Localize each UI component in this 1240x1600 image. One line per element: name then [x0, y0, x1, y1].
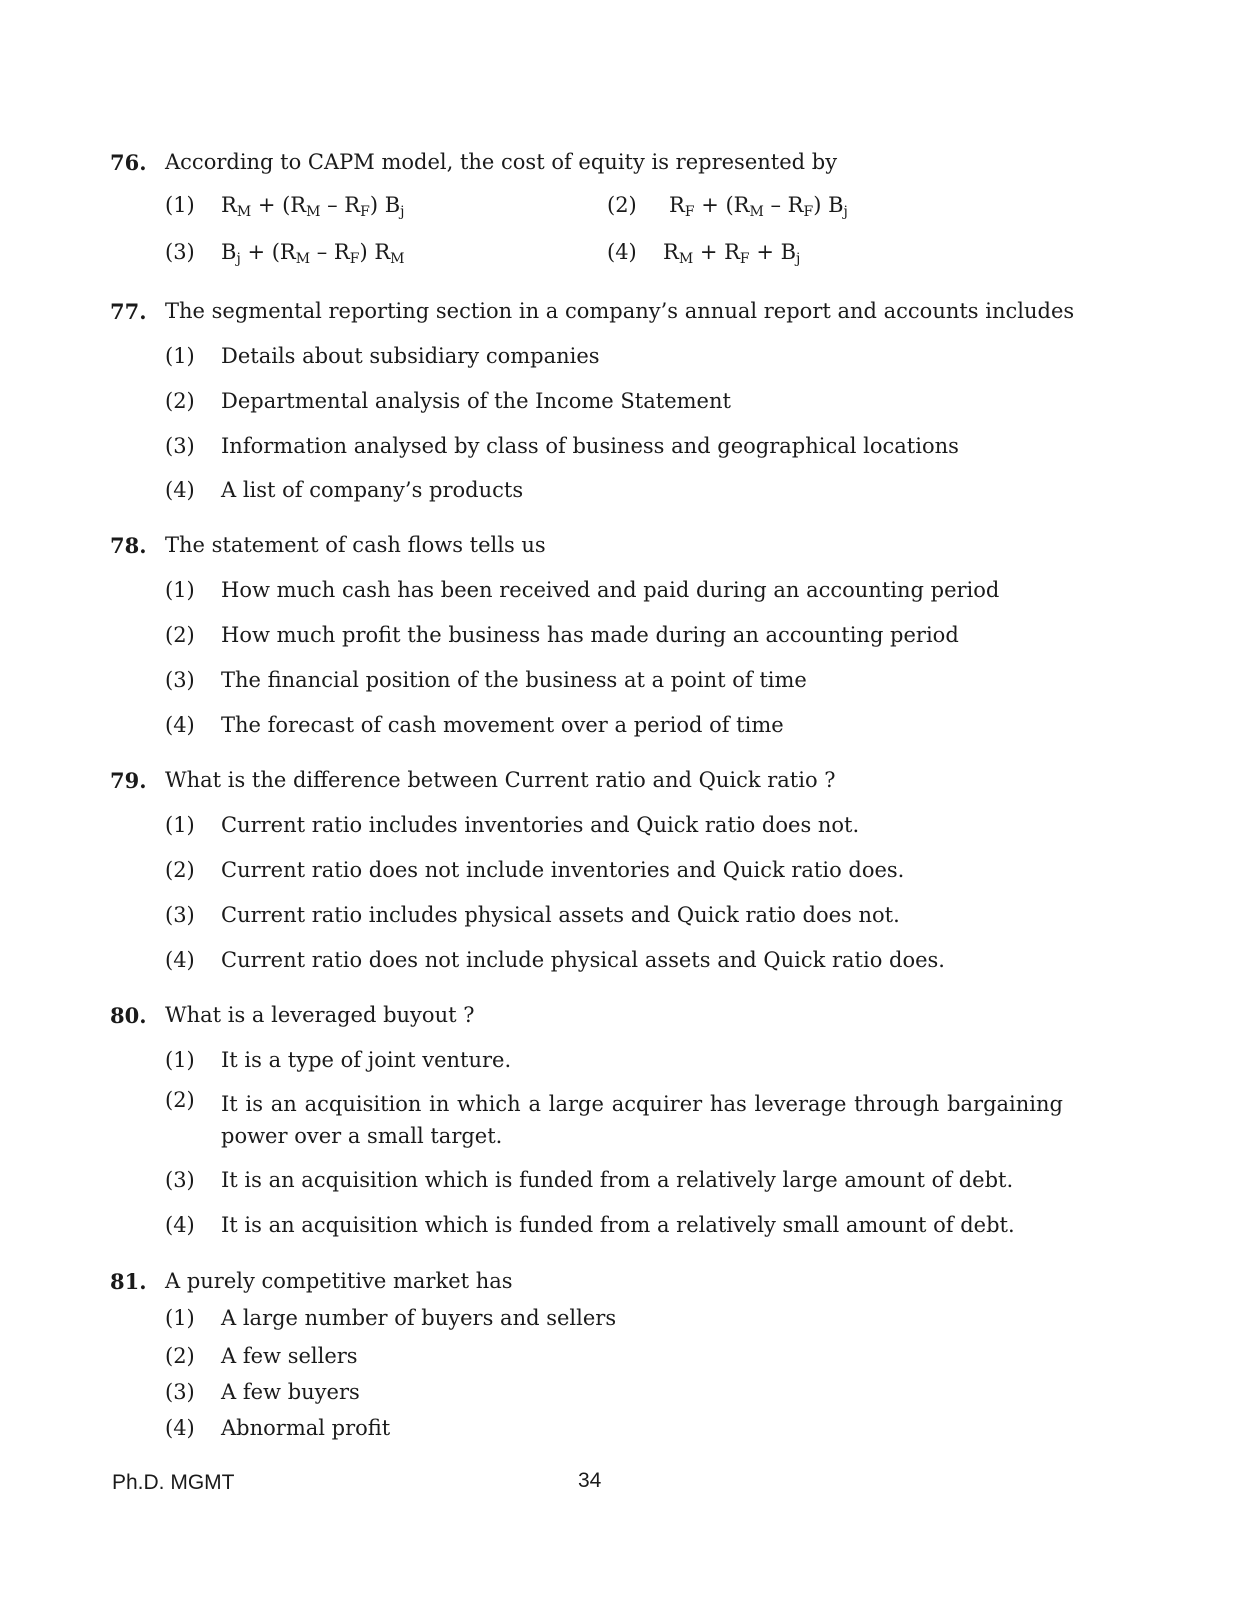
question-78-option-4: (4) The forecast of cash movement over a period of time	[165, 713, 784, 737]
question-79-number: 79.	[110, 768, 147, 793]
question-80-number: 80.	[110, 1003, 147, 1028]
question-79-option-4: (4) Current ratio does not include physical assets and Quick ratio does.	[165, 948, 945, 972]
question-76-number: 76.	[110, 150, 147, 175]
question-76-text: According to CAPM model, the cost of equity is represented by	[165, 150, 838, 174]
question-80-text: What is a leveraged buyout ?	[165, 1003, 475, 1027]
question-80-option-2: (2) It is an acquisition in which a large acquirer has leverage through bargaining power over a small target.	[165, 1088, 1063, 1148]
question-81-option-1: (1) A large number of buyers and sellers	[165, 1306, 617, 1330]
question-77-option-3: (3) Information analysed by class of business and geographical locations	[165, 434, 959, 458]
question-79-text: What is the difference between Current ratio and Quick ratio ?	[165, 768, 836, 792]
question-77-text: The segmental reporting section in a company’s annual report and accounts includes	[165, 299, 1075, 323]
question-79-option-2: (2) Current ratio does not include inventories and Quick ratio does.	[165, 858, 905, 882]
question-78-text: The statement of cash flows tells us	[165, 533, 546, 557]
formula: $R_F + (R_M - R_F)$ $B_j$	[669, 193, 848, 220]
question-79-option-3: (3) Current ratio includes physical assets and Quick ratio does not.	[165, 903, 900, 927]
footer-course-code: Ph.D. MGMT	[112, 1471, 235, 1494]
question-80-option-4: (4) It is an acquisition which is funded from a relatively small amount of debt.	[165, 1213, 1015, 1237]
question-76-option-2: (2) $R_F + (R_M - R_F)$ $B_j$	[607, 193, 848, 220]
question-79-option-1: (1) Current ratio includes inventories and Quick ratio does not.	[165, 813, 860, 837]
question-77-option-2: (2) Departmental analysis of the Income Statement	[165, 389, 731, 413]
question-81-option-4: (4) Abnormal profit	[165, 1416, 391, 1440]
question-78-option-1: (1) How much cash has been received and paid during an accounting period	[165, 578, 1000, 602]
formula: $R_M + (R_M - R_F)$ $B_j$	[221, 193, 405, 220]
question-76-option-1: (1) $R_M + (R_M - R_F)$ $B_j$	[165, 193, 405, 220]
question-80-option-3: (3) It is an acquisition which is funded from a relatively large amount of debt.	[165, 1168, 1014, 1192]
question-81-text: A purely competitive market has	[165, 1269, 513, 1293]
question-77-number: 77.	[110, 299, 147, 324]
question-76-option-4: (4) $R_M + R_F + B_j$	[607, 240, 801, 267]
formula: $B_j + (R_M - R_F)$ $R_M$	[221, 240, 405, 267]
question-78-number: 78.	[110, 533, 147, 558]
question-76-option-3: (3) $B_j + (R_M - R_F)$ $R_M$	[165, 240, 405, 267]
question-77-option-4: (4) A list of company’s products	[165, 478, 524, 502]
page-number: 34	[578, 1469, 602, 1492]
formula: $R_M + R_F + B_j$	[663, 240, 801, 267]
question-77-option-1: (1) Details about subsidiary companies	[165, 344, 600, 368]
question-78-option-2: (2) How much profit the business has made during an accounting period	[165, 623, 959, 647]
question-80-option-1: (1) It is a type of joint venture.	[165, 1048, 512, 1072]
question-78-option-3: (3) The financial position of the business at a point of time	[165, 668, 807, 692]
question-81-option-2: (2) A few sellers	[165, 1344, 358, 1368]
question-81-option-3: (3) A few buyers	[165, 1380, 360, 1404]
question-81-number: 81.	[110, 1269, 147, 1294]
